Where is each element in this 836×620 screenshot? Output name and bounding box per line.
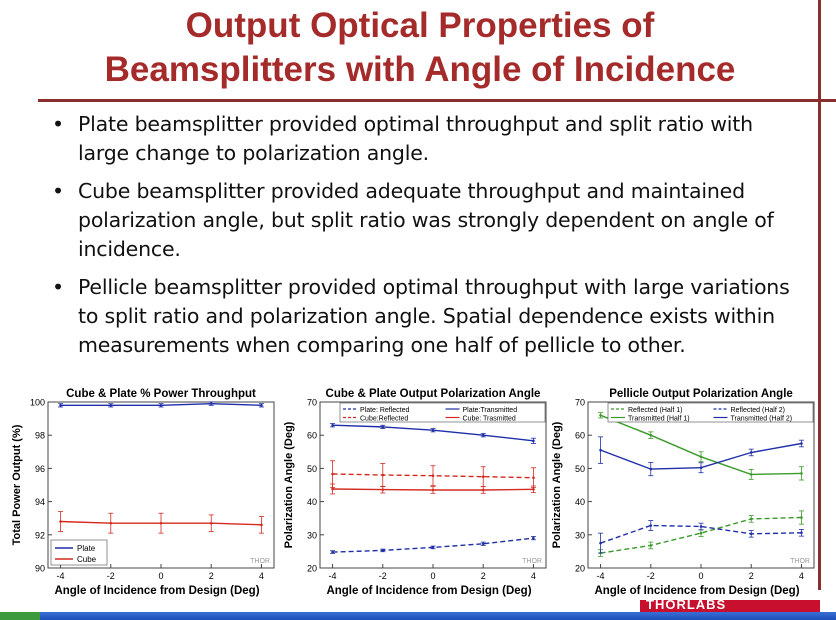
y-tick-label: 50 <box>306 463 317 474</box>
start-button[interactable] <box>0 612 40 620</box>
data-point <box>750 473 753 476</box>
data-point <box>432 429 435 432</box>
data-point <box>331 551 334 554</box>
x-tick-label: 2 <box>480 571 486 581</box>
legend-label: Cube: Trasmitted <box>462 415 516 423</box>
y-tick-label: 92 <box>34 530 45 541</box>
y-tick-label: 96 <box>34 463 45 474</box>
y-tick-label: 70 <box>574 397 585 408</box>
bullet-dot: • <box>52 275 64 299</box>
data-point <box>432 489 435 492</box>
chart-pellicle-polarization <box>548 384 824 600</box>
data-point <box>800 472 803 475</box>
legend-label: Cube <box>77 555 97 564</box>
x-tick-label: -4 <box>328 571 337 581</box>
data-point <box>210 402 213 405</box>
data-point <box>649 434 652 437</box>
bullet-item <box>52 110 792 168</box>
data-point <box>59 520 62 523</box>
plot-frame <box>588 402 814 568</box>
data-point <box>750 451 753 454</box>
data-point <box>381 549 384 552</box>
y-tick-label: 20 <box>574 563 585 574</box>
legend-label: Plate <box>77 544 96 553</box>
y-tick-label: 60 <box>306 430 317 441</box>
data-point <box>700 532 703 535</box>
chart-title: Cube & Plate % Power Throughput <box>66 388 256 400</box>
legend-label: Transmitted (Half 1) <box>628 415 690 423</box>
data-point <box>649 524 652 527</box>
data-point <box>381 488 384 491</box>
thorlabs-logo <box>640 597 820 612</box>
data-point <box>482 475 485 478</box>
y-tick-label: 20 <box>306 563 317 574</box>
y-tick-label: 60 <box>574 430 585 441</box>
data-point <box>331 424 334 427</box>
chart-cube-plate-polarization <box>280 384 556 600</box>
data-point <box>260 404 263 407</box>
x-tick-label: 2 <box>208 571 214 581</box>
bullet-item <box>52 273 792 360</box>
data-point <box>700 525 703 528</box>
x-tick-label: -4 <box>596 571 605 581</box>
legend-label: Transmitted (Half 2) <box>730 415 793 423</box>
data-point <box>800 516 803 519</box>
data-point <box>109 404 112 407</box>
data-point <box>750 518 753 521</box>
data-point <box>160 404 163 407</box>
data-point <box>482 489 485 492</box>
data-point <box>649 468 652 471</box>
x-tick-label: -2 <box>646 571 655 581</box>
taskbar[interactable] <box>0 612 836 620</box>
watermark-text: THOR <box>522 558 542 565</box>
bullet-list <box>52 110 792 369</box>
y-axis-label: Polarization Angle (Deg) <box>283 421 295 549</box>
slide-title <box>40 4 800 92</box>
x-tick-label: 4 <box>530 571 536 581</box>
x-tick-label: 0 <box>158 571 164 581</box>
title-line-1: Output Optical Properties of <box>185 6 655 45</box>
bullet-dot: • <box>52 112 64 136</box>
x-tick-label: 0 <box>430 571 436 581</box>
y-tick-label: 30 <box>306 530 317 541</box>
data-point <box>532 440 535 443</box>
data-point <box>532 488 535 491</box>
data-point <box>482 542 485 545</box>
watermark-text: THOR <box>790 558 810 565</box>
legend-label: Plate: Reflected <box>360 406 410 414</box>
y-tick-label: 94 <box>34 497 45 508</box>
data-point <box>210 522 213 525</box>
bullet-text: Pellicle beamsplitter provided optimal throughput with large variations to split ratio and polarization angle. Spatial dependence exists within measurements when comparing one half of pellicle to other. <box>78 275 790 357</box>
data-point <box>599 449 602 452</box>
data-point <box>109 522 112 525</box>
y-tick-label: 90 <box>34 563 45 574</box>
x-tick-label: 2 <box>748 571 754 581</box>
y-axis-label: Total Power Output (%) <box>11 424 23 546</box>
data-point <box>381 426 384 429</box>
data-point <box>750 533 753 536</box>
title-divider <box>38 99 836 102</box>
bullet-text: Plate beamsplitter provided optimal throughput and split ratio with large change to polarization angle. <box>78 112 753 165</box>
x-axis-label: Angle of Incidence from Design (Deg) <box>326 585 532 597</box>
data-point <box>59 404 62 407</box>
bullet-text: Cube beamsplitter provided adequate throughput and maintained polarization angle, but split ratio was strongly dependent on angle of incidence. <box>78 179 774 261</box>
y-tick-label: 30 <box>574 530 585 541</box>
data-point <box>599 414 602 417</box>
data-point <box>160 522 163 525</box>
y-axis-label: Polarization Angle (Deg) <box>551 421 563 549</box>
chart-power-throughput <box>8 384 284 600</box>
bullet-item <box>52 177 792 264</box>
data-point <box>331 488 334 491</box>
x-tick-label: -4 <box>56 571 65 581</box>
legend-label: Reflected (Half 2) <box>730 406 785 414</box>
data-point <box>599 542 602 545</box>
x-tick-label: -2 <box>378 571 387 581</box>
x-tick-label: 4 <box>258 571 264 581</box>
data-point <box>260 524 263 527</box>
x-tick-label: 4 <box>798 571 804 581</box>
y-tick-label: 98 <box>34 430 45 441</box>
x-tick-label: 0 <box>698 571 704 581</box>
legend-label: Reflected (Half 1) <box>628 406 683 414</box>
title-line-2: Beamsplitters with Angle of Incidence <box>104 50 736 89</box>
x-axis-label: Angle of Incidence from Design (Deg) <box>54 585 260 597</box>
data-point <box>432 474 435 477</box>
y-tick-label: 40 <box>574 497 585 508</box>
y-tick-label: 100 <box>29 397 45 408</box>
data-point <box>532 476 535 479</box>
chart-title: Pellicle Output Polarization Angle <box>609 388 793 400</box>
data-point <box>700 466 703 469</box>
chart-title: Cube & Plate Output Polarization Angle <box>325 388 541 400</box>
data-point <box>482 434 485 437</box>
y-tick-label: 50 <box>574 463 585 474</box>
legend-label: Plate:Transmitted <box>462 406 518 414</box>
bullet-dot: • <box>52 179 64 203</box>
data-point <box>381 474 384 477</box>
logo-text: THORLABS <box>646 597 727 612</box>
data-point <box>532 537 535 540</box>
data-point <box>800 532 803 535</box>
data-point <box>432 546 435 549</box>
data-point <box>649 544 652 547</box>
y-tick-label: 70 <box>306 397 317 408</box>
data-point <box>331 473 334 476</box>
y-tick-label: 40 <box>306 497 317 508</box>
data-point <box>700 455 703 458</box>
x-tick-label: -2 <box>106 571 115 581</box>
legend-label: Cube:Reflected <box>360 415 409 423</box>
watermark-text: THOR <box>250 558 270 565</box>
x-axis-label: Angle of Incidence from Design (Deg) <box>594 585 800 597</box>
data-point <box>800 442 803 445</box>
